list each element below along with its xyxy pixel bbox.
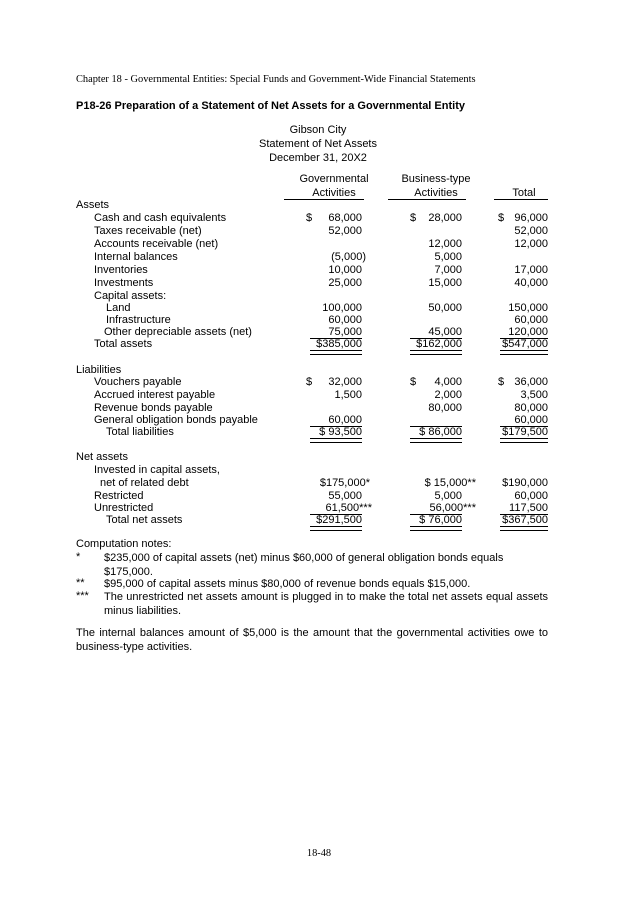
total-value: $190,000 — [502, 477, 548, 489]
bus-value: $ 15,000** — [424, 477, 476, 489]
row-label: Liabilities — [76, 364, 122, 376]
bus-value: 80,000 — [428, 402, 462, 414]
bus-header-line1: Business-type — [401, 173, 471, 185]
gov-value: 1,500 — [334, 389, 362, 401]
bus-value: 12,000 — [428, 238, 462, 250]
total-value: 60,000 — [514, 414, 548, 426]
currency-sign: $ — [410, 212, 417, 224]
row-label: Unrestricted — [94, 502, 154, 514]
chapter-header: Chapter 18 - Governmental Entities: Special Funds and Government-Wide Financial Statements — [76, 74, 476, 85]
gov-value: 61,500*** — [325, 502, 372, 514]
gov-value: 52,000 — [328, 225, 362, 237]
currency-sign: $ — [306, 376, 313, 388]
row-label: Taxes receivable (net) — [94, 225, 202, 237]
gov-value: 25,000 — [328, 277, 362, 289]
row-label: Total net assets — [106, 514, 183, 526]
total-value: 3,500 — [520, 389, 548, 401]
section-assets — [0, 199, 638, 213]
total-value: 40,000 — [514, 277, 548, 289]
gov-double-underline — [310, 526, 362, 531]
total-header: Total — [512, 187, 536, 199]
gov-value: 32,000 — [328, 376, 362, 388]
row-label: Infrastructure — [106, 314, 171, 326]
gov-value: $291,500 — [316, 514, 362, 526]
table-row — [0, 251, 638, 265]
statement-name: Statement of Net Assets — [258, 138, 377, 150]
gov-value: (5,000) — [331, 251, 366, 263]
bus-header-line2: Activities — [414, 187, 458, 199]
bus-value: 50,000 — [428, 302, 462, 314]
row-label: Land — [106, 302, 131, 314]
row-label: Capital assets: — [94, 290, 167, 302]
total-value: 12,000 — [514, 238, 548, 250]
total-value: $547,000 — [502, 338, 548, 350]
total-double-underline — [500, 350, 548, 355]
table-row — [0, 464, 638, 478]
gov-value: 10,000 — [328, 264, 362, 276]
bus-value: 15,000 — [428, 277, 462, 289]
table-row — [0, 277, 638, 291]
row-label: Investments — [94, 277, 154, 289]
row-label: Cash and cash equivalents — [94, 212, 227, 224]
table-row — [0, 238, 638, 252]
bus-value: 5,000 — [434, 251, 462, 263]
note-mark: * — [76, 551, 81, 563]
row-label: Inventories — [94, 264, 148, 276]
table-row — [0, 264, 638, 278]
row-label: Accrued interest payable — [94, 389, 216, 401]
problem-title: P18-26 Preparation of a Statement of Net Assets for a Governmental Entity — [76, 100, 465, 112]
section-net-assets — [0, 451, 638, 465]
row-label: Net assets — [76, 451, 128, 463]
currency-sign: $ — [498, 212, 505, 224]
row-label: Revenue bonds payable — [94, 402, 213, 414]
total-value: $179,500 — [502, 426, 548, 438]
gov-value: 60,000 — [328, 414, 362, 426]
total-double-underline — [500, 438, 548, 443]
currency-sign: $ — [306, 212, 313, 224]
row-label: Total liabilities — [106, 426, 174, 438]
row-label: Vouchers payable — [94, 376, 182, 388]
currency-sign: $ — [498, 376, 505, 388]
total-double-underline — [500, 526, 548, 531]
currency-sign: $ — [410, 376, 417, 388]
total-value: 60,000 — [514, 490, 548, 502]
gov-value: $ 93,500 — [319, 426, 362, 438]
table-row — [0, 376, 638, 390]
bus-value: $ 76,000 — [419, 514, 462, 526]
bus-value: 2,000 — [434, 389, 462, 401]
total-value: 120,000 — [508, 326, 548, 338]
row-label: Assets — [76, 199, 110, 211]
gov-header-line1: Governmental — [299, 173, 369, 185]
statement-entity: Gibson City — [289, 124, 347, 136]
row-label: Restricted — [94, 490, 144, 502]
statement-date: December 31, 20X2 — [269, 152, 367, 164]
table-row — [0, 389, 638, 403]
closing-paragraph: The internal balances amount of $5,000 is the amount that the governmental activities owe to business-type activities. — [76, 627, 548, 653]
note-mark: ** — [76, 577, 85, 589]
bus-value: 7,000 — [434, 264, 462, 276]
gov-double-underline — [310, 350, 362, 355]
note-text: $235,000 of capital assets (net) minus $60,000 of general obligation bonds equals $175,000. — [104, 552, 504, 578]
bus-double-underline — [410, 526, 462, 531]
bus-value: $162,000 — [416, 338, 462, 350]
total-value: 150,000 — [508, 302, 548, 314]
bus-value: $ 86,000 — [419, 426, 462, 438]
table-row — [0, 477, 638, 491]
note-text: $95,000 of capital assets minus $80,000 of revenue bonds equals $15,000. — [104, 578, 471, 590]
notes-heading: Computation notes: — [76, 538, 172, 550]
gov-header-line2: Activities — [312, 187, 356, 199]
bus-double-underline — [410, 350, 462, 355]
gov-value: 60,000 — [328, 314, 362, 326]
row-label: Invested in capital assets, — [94, 464, 220, 476]
bus-value: 56,000*** — [429, 502, 476, 514]
row-label: General obligation bonds payable — [94, 414, 258, 426]
total-value: 36,000 — [514, 376, 548, 388]
gov-double-underline — [310, 438, 362, 443]
row-label: Internal balances — [94, 251, 178, 263]
note-text: The unrestricted net assets amount is plugged in to make the total net assets equal assets minus liabilities. — [104, 591, 548, 617]
table-row — [0, 212, 638, 226]
gov-value: 100,000 — [322, 302, 362, 314]
gov-value: 75,000 — [328, 326, 362, 338]
total-value: 80,000 — [514, 402, 548, 414]
page-number: 18-48 — [306, 848, 332, 859]
row-label: Other depreciable assets (net) — [104, 326, 252, 338]
gov-value: 68,000 — [328, 212, 362, 224]
total-value: 17,000 — [514, 264, 548, 276]
bus-value: 28,000 — [428, 212, 462, 224]
total-value: $367,500 — [502, 514, 548, 526]
bus-value: 4,000 — [434, 376, 462, 388]
total-value: 117,500 — [509, 502, 548, 514]
bus-double-underline — [410, 438, 462, 443]
row-label: Accounts receivable (net) — [94, 238, 219, 250]
row-label: net of related debt — [100, 477, 189, 489]
table-row — [0, 225, 638, 239]
row-label: Total assets — [94, 338, 153, 350]
total-value: 52,000 — [514, 225, 548, 237]
total-value: 60,000 — [514, 314, 548, 326]
bus-value: 5,000 — [434, 490, 462, 502]
note-mark: *** — [76, 590, 89, 602]
gov-value: $385,000 — [316, 338, 362, 350]
total-value: 96,000 — [514, 212, 548, 224]
bus-value: 45,000 — [428, 326, 462, 338]
gov-value: 55,000 — [328, 490, 362, 502]
gov-value: $175,000* — [319, 477, 370, 489]
